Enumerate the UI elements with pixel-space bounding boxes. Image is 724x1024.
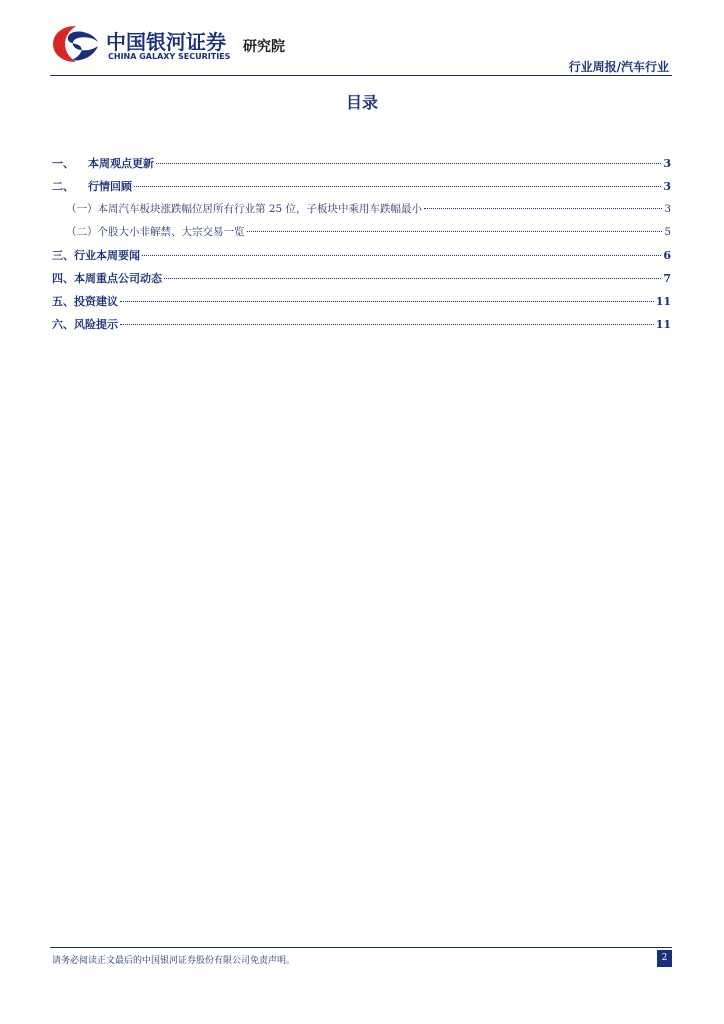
toc-page-number: 11 <box>655 318 671 331</box>
toc-leader <box>164 278 661 279</box>
toc-page-number: 3 <box>664 203 671 215</box>
toc-item-label: 四、本周重点公司动态 <box>52 272 162 285</box>
toc-item-label: （二）个股大小非解禁、大宗交易一览 <box>66 226 245 238</box>
footer-disclaimer: 请务必阅读正文最后的中国银河证券股份有限公司免责声明。 <box>52 956 296 966</box>
toc-item[interactable] <box>52 290 671 313</box>
toc-item[interactable] <box>52 313 671 336</box>
header-divider <box>50 75 672 76</box>
toc-item[interactable] <box>52 152 671 175</box>
brand-name-cn: 中国银河证券 <box>106 30 226 54</box>
toc-item-label: 五、投资建议 <box>52 295 118 308</box>
toc-item-number: 二、 <box>52 180 74 193</box>
toc-leader <box>134 186 661 187</box>
toc-item[interactable] <box>52 244 671 267</box>
toc-item-label: 六、风险提示 <box>52 318 118 331</box>
galaxy-logo-icon <box>50 22 102 66</box>
toc-item-label: 本周观点更新 <box>88 157 154 170</box>
toc-leader <box>120 301 654 302</box>
toc-item[interactable] <box>52 267 671 290</box>
footer-divider <box>50 947 672 948</box>
toc-leader <box>120 324 654 325</box>
page-header <box>0 0 724 80</box>
toc-leader <box>424 208 662 209</box>
report-type: 行业周报/汽车行业 <box>568 60 669 74</box>
toc-item-label: 行情回顾 <box>88 180 132 193</box>
toc-page-number: 5 <box>664 226 671 238</box>
toc-leader <box>156 163 661 164</box>
toc-page-number: 7 <box>663 272 671 285</box>
page-number: 2 <box>657 950 672 967</box>
toc-page-number: 6 <box>663 249 671 262</box>
toc-title: 目录 <box>345 93 378 112</box>
toc-leader <box>247 231 663 232</box>
toc-item[interactable] <box>52 198 671 221</box>
toc-item-label: 三、行业本周要闻 <box>52 249 140 262</box>
toc-item[interactable] <box>52 175 671 198</box>
toc-item[interactable] <box>52 221 671 244</box>
table-of-contents <box>52 152 671 336</box>
institute-label: 研究院 <box>243 39 285 55</box>
brand-name-en: CHINA GALAXY SECURITIES <box>108 52 231 61</box>
toc-page-number: 3 <box>663 180 671 193</box>
toc-leader <box>142 255 661 256</box>
toc-item-number: 一、 <box>52 157 74 170</box>
toc-page-number: 11 <box>655 295 671 308</box>
toc-page-number: 3 <box>663 157 671 170</box>
toc-item-label: （一）本周汽车板块涨跌幅位居所有行业第 25 位，子板块中乘用车跌幅最小 <box>66 203 423 215</box>
